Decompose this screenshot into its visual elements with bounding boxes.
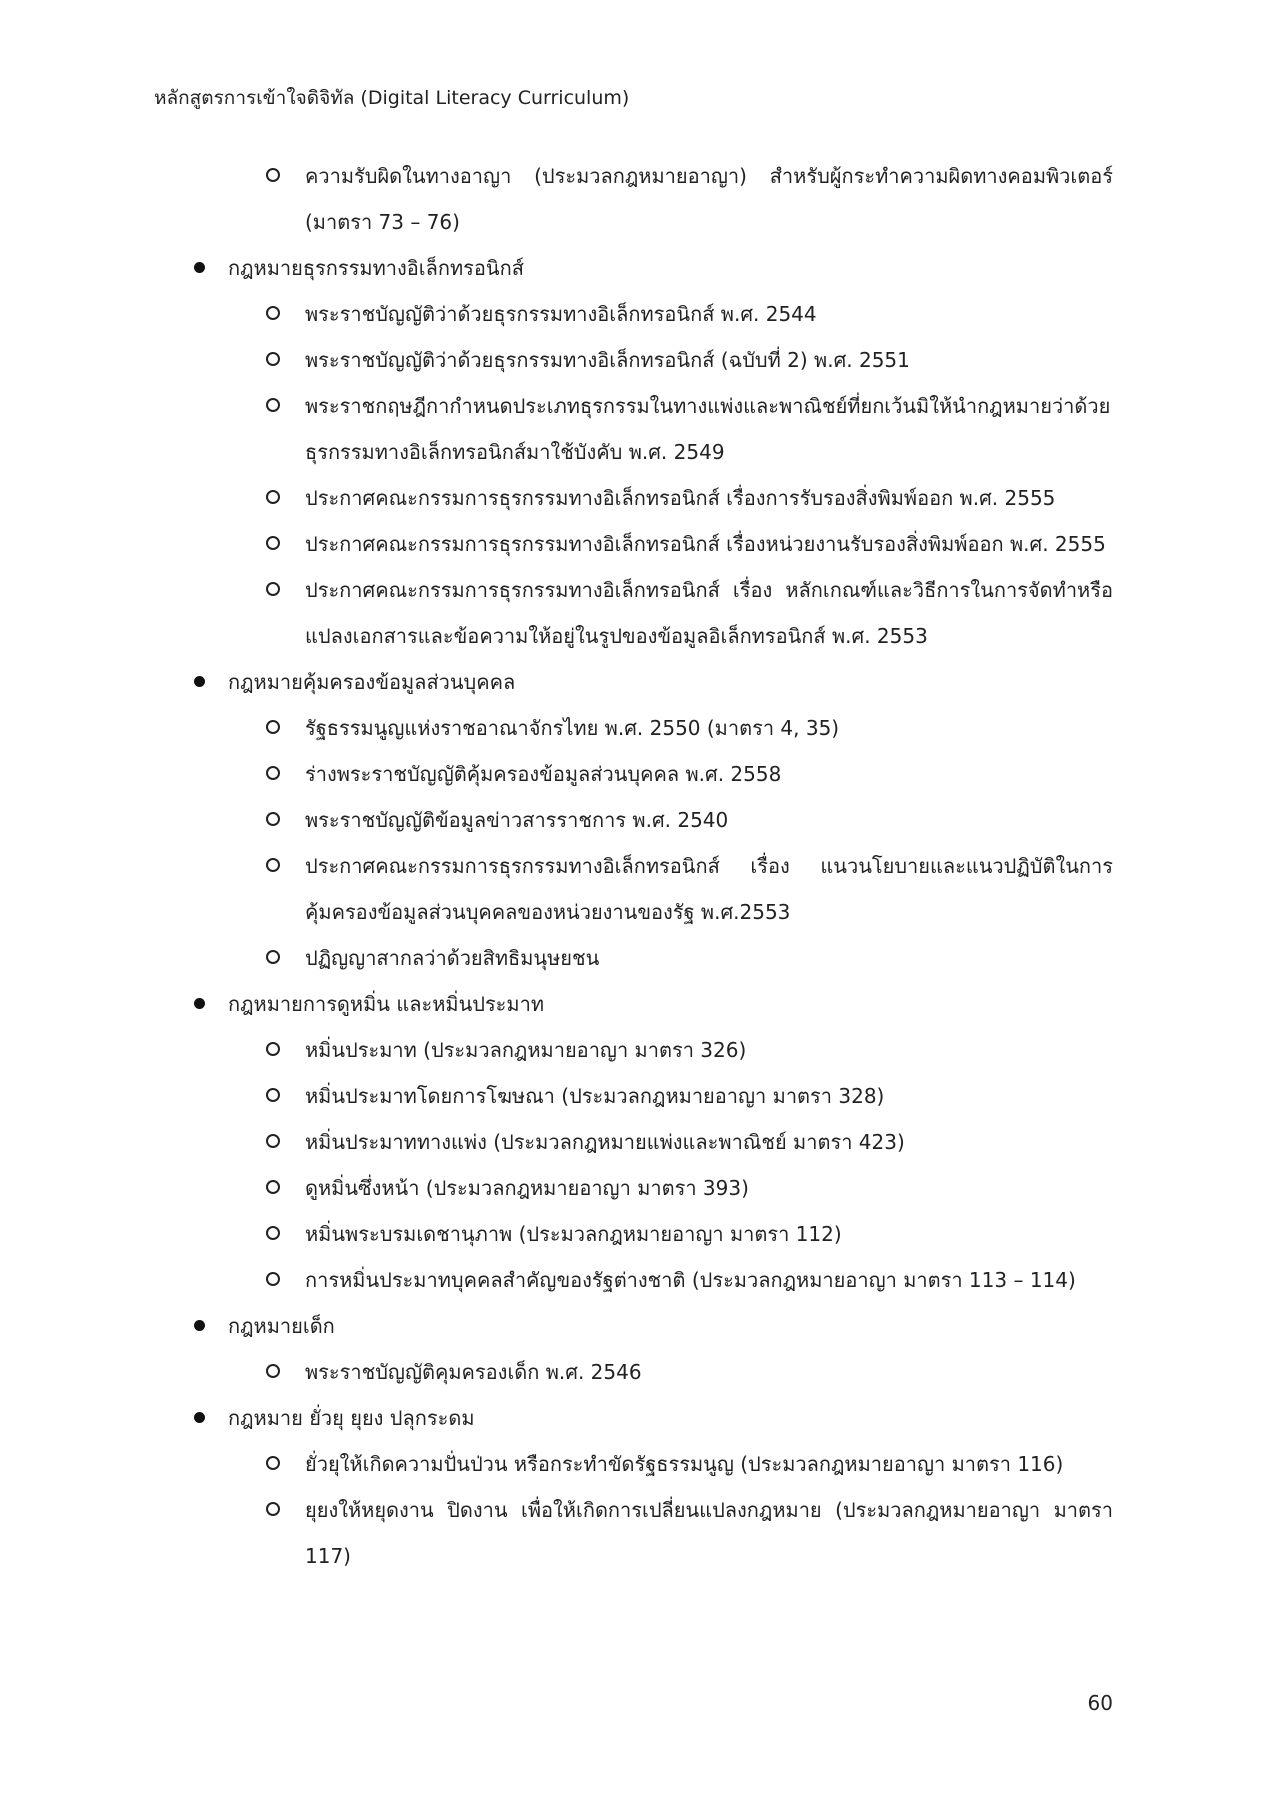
sub-item-text: พระราชบัญญัติว่าด้วยธุรกรรมทางอิเล็กทรอนิกส์ (ฉบับที่ 2) พ.ศ. 2551 <box>305 348 910 372</box>
section-sub-list <box>0 291 1273 659</box>
section-heading <box>0 659 1273 705</box>
sub-list-item <box>0 1349 1113 1395</box>
section-sub-list <box>0 1027 1273 1303</box>
sub-list-item <box>0 797 1113 843</box>
section <box>0 1303 1273 1395</box>
sub-item-text: ประกาศคณะกรรมการธุรกรรมทางอิเล็กทรอนิกส์ เรื่องการรับรองสิ่งพิมพ์ออก พ.ศ. 2555 <box>305 486 1056 510</box>
section-sub-list <box>0 705 1273 981</box>
section-title: กฎหมายเด็ก <box>228 1314 335 1338</box>
sub-list-item <box>0 475 1113 521</box>
section-heading <box>0 1303 1273 1349</box>
page-number: 60 <box>1087 1691 1113 1715</box>
sub-list-item <box>0 337 1113 383</box>
sub-item-text: ประกาศคณะกรรมการธุรกรรมทางอิเล็กทรอนิกส์ เรื่องหน่วยงานรับรองสิ่งพิมพ์ออก พ.ศ. 2555 <box>305 532 1106 556</box>
sub-list-item <box>0 1027 1113 1073</box>
sub-item-text: ยั่วยุให้เกิดความปั่นป่วน หรือกระทำขัดรัฐธรรมนูญ (ประมวลกฎหมายอาญา มาตรา 116) <box>305 1452 1064 1476</box>
hollow-circle-bullet-icon <box>266 950 280 964</box>
filled-circle-bullet-icon <box>194 676 205 687</box>
sub-list-item <box>0 1119 1113 1165</box>
lead-sub-list <box>0 153 1273 245</box>
section-title: กฎหมายการดูหมิ่น และหมิ่นประมาท <box>228 992 545 1016</box>
hollow-circle-bullet-icon <box>266 490 280 504</box>
sub-item-text: หมิ่นพระบรมเดชานุภาพ (ประมวลกฎหมายอาญา มาตรา 112) <box>305 1222 842 1246</box>
sub-item-text: พระราชกฤษฎีกากำหนดประเภทธุรกรรมในทางแพ่งและพาณิชย์ที่ยกเว้นมิให้นำกฎหมายว่าด้วยธุรกรรมทางอิเล็กทรอนิกส์มาใช้บังคับ พ.ศ. 2549 <box>305 394 1111 464</box>
sub-item-text: ยุยงให้หยุดงาน ปิดงาน เพื่อให้เกิดการเปลี่ยนแปลงกฎหมาย (ประมวลกฎหมายอาญา มาตรา 117) <box>305 1498 1113 1568</box>
hollow-circle-bullet-icon <box>266 1088 280 1102</box>
section-sub-list <box>0 1441 1273 1579</box>
sub-list-item <box>0 153 1113 245</box>
filled-circle-bullet-icon <box>194 998 205 1009</box>
hollow-circle-bullet-icon <box>266 720 280 734</box>
section-heading <box>0 1395 1273 1441</box>
sub-list-item <box>0 567 1113 659</box>
hollow-circle-bullet-icon <box>266 582 280 596</box>
sub-list-item <box>0 1073 1113 1119</box>
hollow-circle-bullet-icon <box>266 1364 280 1378</box>
running-header: หลักสูตรการเข้าใจดิจิทัล (Digital Literacy Curriculum) <box>154 87 630 109</box>
hollow-circle-bullet-icon <box>266 858 280 872</box>
sub-item-text: รัฐธรรมนูญแห่งราชอาณาจักรไทย พ.ศ. 2550 (มาตรา 4, 35) <box>305 716 840 740</box>
section-list <box>0 245 1273 1579</box>
filled-circle-bullet-icon <box>194 262 205 273</box>
hollow-circle-bullet-icon <box>266 766 280 780</box>
section-heading <box>0 245 1273 291</box>
sub-item-text: ปฏิญญาสากลว่าด้วยสิทธิมนุษยชน <box>305 946 600 970</box>
section-sub-list <box>0 1349 1273 1395</box>
sub-item-text: ประกาศคณะกรรมการธุรกรรมทางอิเล็กทรอนิกส์ เรื่อง แนวนโยบายและแนวปฏิบัติในการคุ้มครองข้อมูลส่วนบุคคลของหน่วยงานของรัฐ พ.ศ.2553 <box>305 854 1113 924</box>
sub-item-text: ประกาศคณะกรรมการธุรกรรมทางอิเล็กทรอนิกส์ เรื่อง หลักเกณฑ์และวิธีการในการจัดทำหรือแปลงเอกสารและข้อความให้อยู่ในรูปของข้อมูลอิเล็กทรอนิกส์ พ.ศ. 2553 <box>305 578 1113 648</box>
sub-list-item <box>0 1211 1113 1257</box>
sub-list-item <box>0 935 1113 981</box>
sub-item-text: หมิ่นประมาทโดยการโฆษณา (ประมวลกฎหมายอาญา มาตรา 328) <box>305 1084 885 1108</box>
hollow-circle-bullet-icon <box>266 1134 280 1148</box>
hollow-circle-bullet-icon <box>266 1226 280 1240</box>
sub-list-item <box>0 1165 1113 1211</box>
section <box>0 659 1273 981</box>
section <box>0 1395 1273 1579</box>
sub-list-item <box>0 383 1113 475</box>
hollow-circle-bullet-icon <box>266 812 280 826</box>
sub-list-item <box>0 521 1113 567</box>
sub-list-item <box>0 751 1113 797</box>
sub-item-text: พระราชบัญญัติว่าด้วยธุรกรรมทางอิเล็กทรอนิกส์ พ.ศ. 2544 <box>305 302 817 326</box>
content-list <box>0 153 1273 1579</box>
filled-circle-bullet-icon <box>194 1320 205 1331</box>
hollow-circle-bullet-icon <box>266 352 280 366</box>
hollow-circle-bullet-icon <box>266 1456 280 1470</box>
sub-list-item <box>0 705 1113 751</box>
section-title: กฎหมาย ยั่วยุ ยุยง ปลุกระดม <box>228 1406 475 1430</box>
hollow-circle-bullet-icon <box>266 168 280 182</box>
section-title: กฎหมายคุ้มครองข้อมูลส่วนบุคคล <box>228 670 516 694</box>
sub-list-item <box>0 1441 1113 1487</box>
filled-circle-bullet-icon <box>194 1412 205 1423</box>
hollow-circle-bullet-icon <box>266 306 280 320</box>
sub-list-item <box>0 1257 1113 1303</box>
sub-list-item <box>0 291 1113 337</box>
sub-item-text: ดูหมิ่นซึ่งหน้า (ประมวลกฎหมายอาญา มาตรา 393) <box>305 1176 749 1200</box>
hollow-circle-bullet-icon <box>266 1272 280 1286</box>
section-heading <box>0 981 1273 1027</box>
sub-item-text: ร่างพระราชบัญญัติคุ้มครองข้อมูลส่วนบุคคล พ.ศ. 2558 <box>305 762 782 786</box>
hollow-circle-bullet-icon <box>266 1042 280 1056</box>
sub-list-item <box>0 1487 1113 1579</box>
sub-item-text: พระราชบัญญัติคุมครองเด็ก พ.ศ. 2546 <box>305 1360 642 1384</box>
sub-item-text: ความรับผิดในทางอาญา (ประมวลกฎหมายอาญา) สำหรับผู้กระทำความผิดทางคอมพิวเตอร์ (มาตรา 73 – 76) <box>305 164 1113 234</box>
section <box>0 245 1273 659</box>
hollow-circle-bullet-icon <box>266 1502 280 1516</box>
hollow-circle-bullet-icon <box>266 536 280 550</box>
sub-item-text: หมิ่นประมาททางแพ่ง (ประมวลกฎหมายแพ่งและพาณิชย์ มาตรา 423) <box>305 1130 905 1154</box>
hollow-circle-bullet-icon <box>266 398 280 412</box>
hollow-circle-bullet-icon <box>266 1180 280 1194</box>
sub-item-text: หมิ่นประมาท (ประมวลกฎหมายอาญา มาตรา 326) <box>305 1038 747 1062</box>
sub-item-text: การหมิ่นประมาทบุคคลสำคัญของรัฐต่างชาติ (ประมวลกฎหมายอาญา มาตรา 113 – 114) <box>305 1268 1076 1292</box>
section-title: กฎหมายธุรกรรมทางอิเล็กทรอนิกส์ <box>228 256 524 280</box>
sub-item-text: พระราชบัญญัติข้อมูลข่าวสารราชการ พ.ศ. 2540 <box>305 808 729 832</box>
sub-list-item <box>0 843 1113 935</box>
section <box>0 981 1273 1303</box>
